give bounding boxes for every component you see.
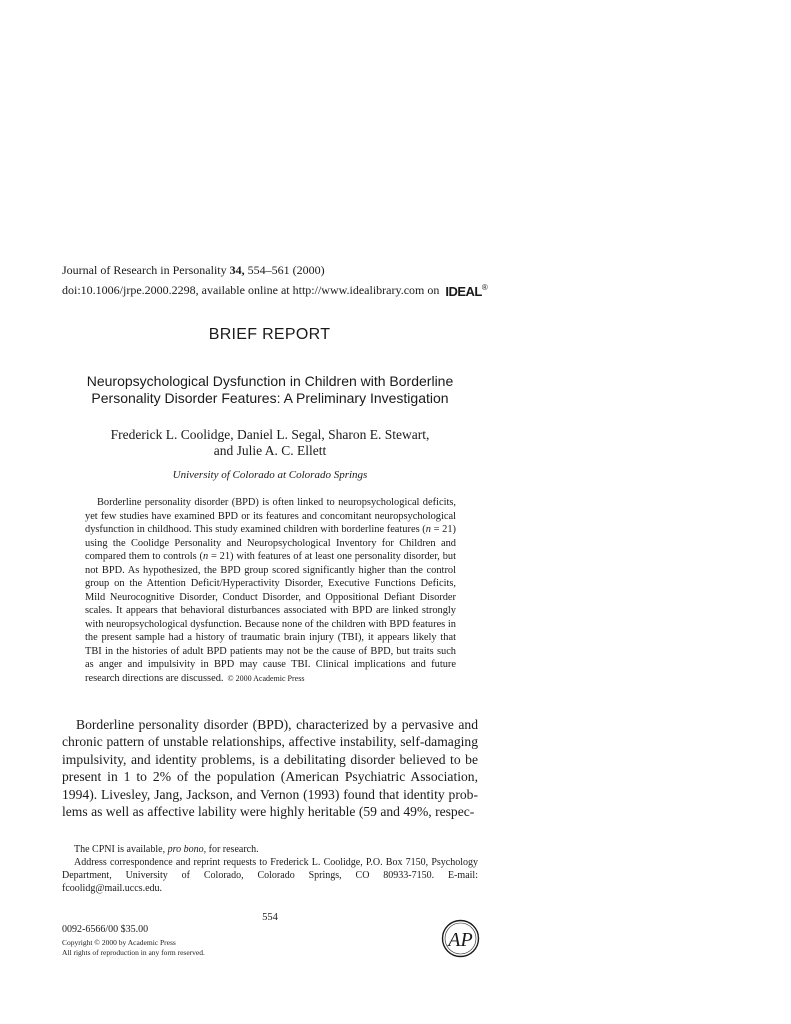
paper-title-line-1: Neuropsychological Dysfunction in Children with Borderline: [86, 373, 454, 389]
journal-volume: 34,: [229, 263, 245, 277]
copyright-line: Copyright © 2000 by Academic Press: [62, 938, 176, 947]
paper-title: [62, 373, 478, 407]
abstract-copyright: © 2000 Academic Press: [227, 673, 305, 683]
copyright-notice: [62, 938, 205, 958]
footnotes: [62, 843, 478, 895]
ideal-logo-icon: IDEAL®: [445, 283, 488, 299]
abstract: Borderline personality disorder (BPD) is often linked to neuropsychological deficits, yet few studies have examined BPD or its features and concomitant neuropsychological dysfunction in childhood. This study examined children with borderline features (n = 21) using the Coolidge Personality and Neuropsychological Inventory for Children and compared them to controls (n = 21) with features of at least one personality disorder, but not BPD. As hypothesized, the BPD group scored significantly higher than the control group on the Attention Deficit/Hyperactivity Disorder, Executive Functions Deficits, Mild Neurocognitive Disorder, Conduct Disorder, and Oppositional Defiant Disorder scales. It appears that behavioral disturbances associated with BPD are linked strongly with neuropsychological dysfunction. Because none of the children with BPD features in the present sample had a history of traumatic brain injury (TBI), it appears likely that TBI in the histories of adult BPD patients may not be the cause of BPD, but traits such as anger and impulsivity in BPD may cause TBI. Clinical implications and future research directions are discussed. © 2000 Academic Press: [85, 497, 457, 684]
authors-line-2: and Julie A. C. Ellett: [213, 443, 327, 458]
academic-press-logo-icon: [441, 919, 480, 958]
svg-text:AP: AP: [448, 929, 473, 951]
journal-pages-year: 554–561 (2000): [247, 263, 325, 277]
doi-text: doi:10.1006/jrpe.2000.2298, available online at http://www.idealibrary.com on: [62, 283, 440, 297]
section-title: BRIEF REPORT: [208, 326, 331, 343]
price-code: 0092-6566/00 $35.00: [62, 924, 149, 935]
body-paragraph: Borderline personality disorder (BPD), characterized by a pervasive and chronic pattern of unstable relationships, affective instability, self-damaging impulsivity, and identity problems, is a debilitating disorder believed to be present in 1 to 2% of the population (American Psychiatric Association, 1994). Livesley, Jang, Jackson, and Vernon (1993) found that identity problems as well as affective lability were highly heritable (59 and 49%, respec-: [62, 717, 478, 820]
page-number: 554: [262, 912, 278, 923]
doi-line: [62, 280, 487, 299]
authors-line-1: Frederick L. Coolidge, Daniel L. Segal, Sharon E. Stewart,: [110, 427, 430, 442]
journal-name: Journal of Research in Personality: [62, 263, 227, 277]
footnote-cpni: The CPNI is available, pro bono, for research.: [74, 844, 259, 855]
footnote-address: Address correspondence and reprint requests to Frederick L. Coolidge, P.O. Box 7150, Psychology Department, University of Colorado, Colorado Springs, CO 80933-7150. E-mail: fcoolidg@mail.uccs.edu.: [62, 857, 478, 894]
journal-citation: [62, 263, 325, 278]
affiliation: University of Colorado at Colorado Springs: [172, 469, 368, 481]
rights-line: All rights of reproduction in any form reserved.: [62, 948, 205, 957]
authors: [62, 427, 478, 459]
paper-title-line-2: Personality Disorder Features: A Preliminary Investigation: [91, 390, 449, 406]
